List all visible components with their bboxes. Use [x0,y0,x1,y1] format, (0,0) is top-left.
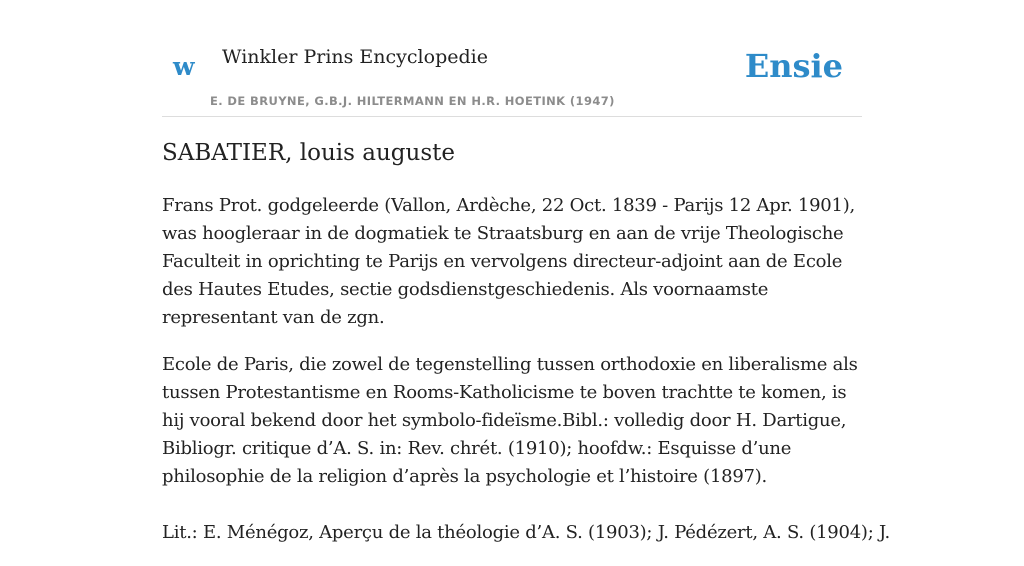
entry-title: SABATIER, louis auguste [162,140,455,166]
ensie-logo-link[interactable]: Ensie [744,47,843,85]
source-authors: E. DE BRUYNE, G.B.J. HILTERMANN EN H.R. HOETINK (1947) [210,94,615,108]
page [162,0,891,543]
entry-literature-paragraph: Lit.: E. Ménégoz, Aperçu de la théologie d’A. S. (1903); J. Pédézert, A. S. (1904); J. [162,522,891,543]
source-title-link[interactable]: Winkler Prins Encyclopedie [222,46,488,68]
entry-paragraph: Ecole de Paris, die zowel de tegenstelling tussen orthodoxie en liberalisme als tussen Protestantisme en Rooms-Katholicisme te boven trachtte te komen, is hij vooral bekend door het symbolo-fideïsme.Bibl.: volledig door H. Dartigue, Bibliogr. critique d’A. S. in: Rev. chrét. (1910); hoofdw.: Esquisse d’une philosophie de la religion d’après la psychologie et l’histoire (1897). [162,354,858,487]
entry-paragraph: Frans Prot. godgeleerde (Vallon, Ardèche, 22 Oct. 1839 - Parijs 12 Apr. 1901), was hoogleraar in de dogmatiek te Straatsburg en aan de vrije Theologische Faculteit in oprichting te Parijs en vervolgens directeur-adjoint aan de Ecole des Hautes Etudes, sectie godsdienstgeschiedenis. Als voornaamste representant van de zgn. [162,195,855,328]
winkler-prins-logo-icon[interactable]: w [173,52,195,81]
entry-body [162,192,891,566]
site-header [162,0,862,117]
